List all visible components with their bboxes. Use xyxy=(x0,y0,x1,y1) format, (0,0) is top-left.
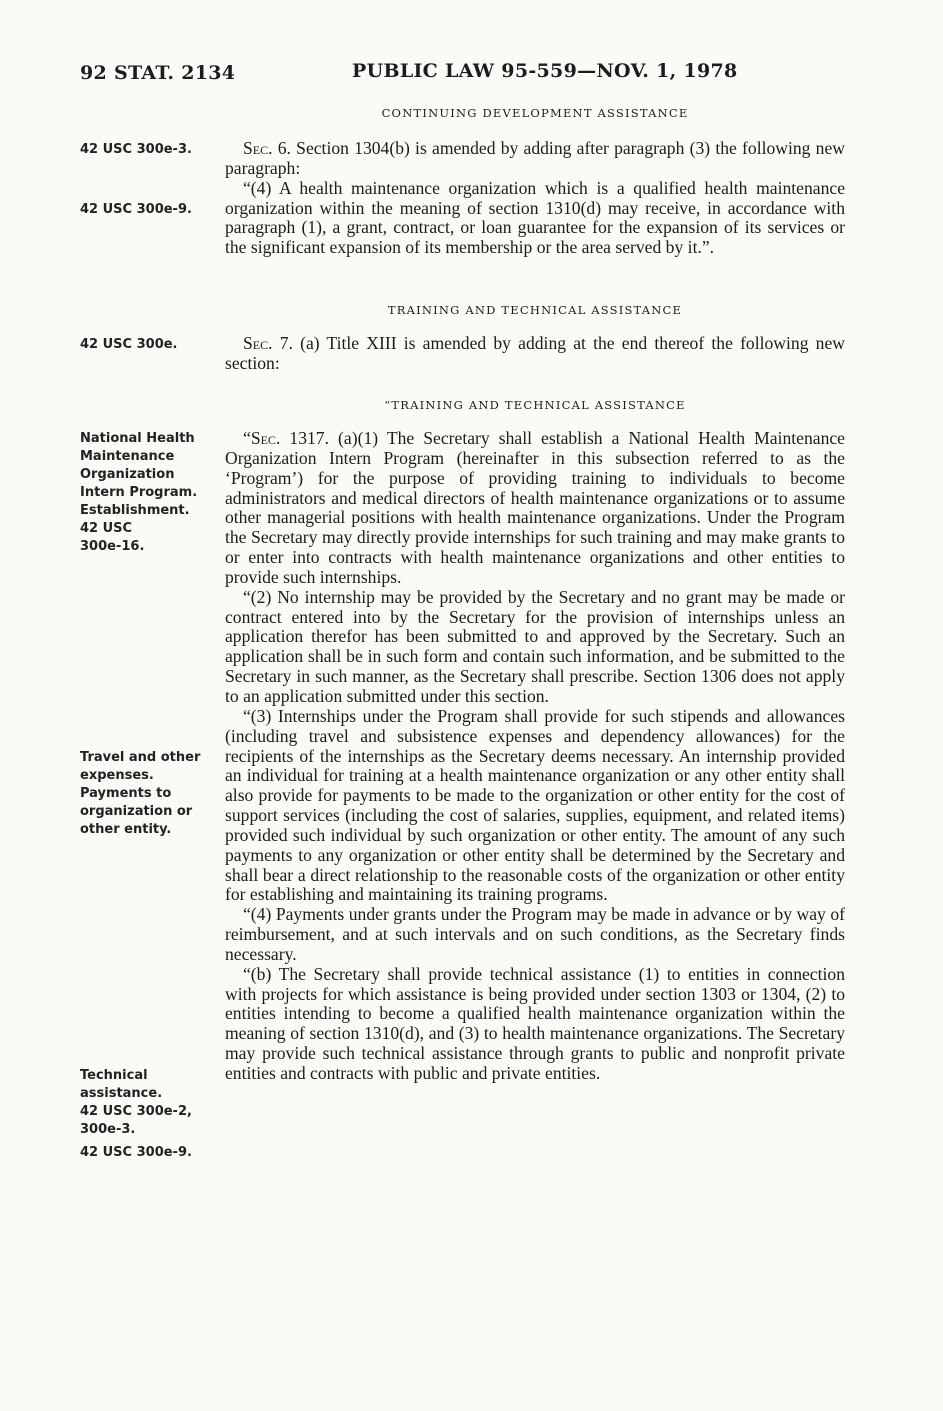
margin-note-line: Maintenance xyxy=(80,449,175,464)
margin-note-line: Establishment. xyxy=(80,503,190,518)
margin-note-intern-program xyxy=(80,430,220,556)
new-section-subheading: “TRAINING AND TECHNICAL ASSISTANCE xyxy=(384,398,686,412)
subsection-a4: “(4) Payments under grants under the Program may be made in advance or by way of reimbursement, and at such intervals and on such conditions, as the Secretary finds necessary. xyxy=(225,904,845,964)
subsection-b: “(b) The Secretary shall provide technical assistance (1) to entities in connection with projects for which assistance is being provided under section 1303 or 1304, (2) to entities intending to become a qualified health maintenance organization within the meaning of section 1310(d), and (3) to health maintenance organizations. The Secretary may provide such technical assistance through grants to public and nonprofit private entities and contracts with public and private entities. xyxy=(225,963,845,1083)
margin-note-line: National Health xyxy=(80,431,195,446)
margin-note-line: Travel and other xyxy=(80,750,201,765)
section-6-paragraph-1 xyxy=(225,139,845,179)
margin-note-usc-300e-9-b: 42 USC 300e-9. xyxy=(80,1145,192,1160)
section-6-body xyxy=(225,139,845,258)
margin-note-line: expenses. xyxy=(80,768,154,783)
section-6-paragraph-2: “(4) A health maintenance organization which is a qualified health maintenance organization within the meaning of section 1310(d) may receive, in accordance with paragraph (1), a grant, contract, or loan guarantee for the expansion of its services or the significant expansion of its membership or the area served by it.”. xyxy=(225,177,845,258)
margin-note-line: assistance. xyxy=(80,1086,163,1101)
subsection-a1-text: 1317. (a)(1) The Secretary shall establish a National Health Maintenance Organization Intern Program (hereinafter in this subsection referred to as the ‘Program’) for the purpose of providing training to individuals to become administrators and medical directors of health maintenance organizations or to assume other managerial positions with health maintenance organizations. Under the Program the Secretary may directly provide internships for such training and may make grants to or enter into contracts with health maintenance organizations and other entities to provide such internships. xyxy=(225,428,845,587)
sec-label: Sec. xyxy=(243,333,273,353)
margin-note-line: Payments to xyxy=(80,786,172,801)
margin-note-usc-300e-9: 42 USC 300e-9. xyxy=(80,202,192,217)
margin-note-line: organization or xyxy=(80,804,193,819)
section-6-intro-text: 6. Section 1304(b) is amended by adding after paragraph (3) the following new paragraph: xyxy=(225,138,845,178)
section-1317-body xyxy=(225,429,845,1084)
subsection-a2: “(2) No internship may be provided by the Secretary and no grant may be made or contract entered into by the Secretary for the provision of internships unless an application therefor has been submitted to and approved by the Secretary. Such an application shall be in such form and contain such information, and be submitted to the Secretary in such manner, as the Secretary shall prescribe. Section 1306 does not apply to an application submitted under this section. xyxy=(225,586,845,706)
margin-note-usc-300e-3: 42 USC 300e-3. xyxy=(80,142,192,157)
page-title: PUBLIC LAW 95-559—NOV. 1, 1978 xyxy=(352,60,738,82)
open-quote: “ xyxy=(243,428,251,448)
section-7-intro-text: 7. (a) Title XIII is amended by adding at the end thereof the following new section: xyxy=(225,333,845,373)
section-7-paragraph-1 xyxy=(225,334,845,374)
margin-note-usc-300e: 42 USC 300e. xyxy=(80,337,178,352)
margin-note-line: Intern Program. xyxy=(80,485,198,500)
sec-label: Sec. xyxy=(243,138,273,158)
subsection-a3: “(3) Internships under the Program shall provide for such stipends and allowances (including travel and subsistence expenses and dependency allowances) for the recipients of the internships as the Secretary deems necessary. An internship provided an individual for training at a health maintenance organization or any other entity shall also provide for payments to be made to the organization or other entity for the cost of support services (including the cost of salaries, supplies, equipment, and related items) provided such individual by such organization or other entity. The amount of any such payments to any organization or other entity shall be determined by the Secretary and shall bear a direct relationship to the reasonable costs of the organization or other entity for establishing and maintaining its training programs. xyxy=(225,705,845,905)
section-heading-continuing-development: CONTINUING DEVELOPMENT ASSISTANCE xyxy=(381,106,689,120)
margin-note-line: 42 USC 300e-2, xyxy=(80,1104,192,1119)
margin-note-line: Organization xyxy=(80,467,175,482)
margin-note-line: 300e-3. xyxy=(80,1122,136,1137)
margin-note-line: Technical xyxy=(80,1068,148,1083)
margin-note-travel-expenses xyxy=(80,749,220,839)
section-heading-training: TRAINING AND TECHNICAL ASSISTANCE xyxy=(387,303,683,317)
margin-note-line: 42 USC xyxy=(80,521,133,536)
margin-note-technical-assistance xyxy=(80,1067,220,1139)
margin-note-line: 300e-16. xyxy=(80,539,145,554)
sec-label: Sec. xyxy=(250,428,281,448)
subsection-a1 xyxy=(225,429,845,588)
margin-note-line: other entity. xyxy=(80,822,172,837)
statute-page-number: 92 STAT. 2134 xyxy=(80,62,236,84)
section-7-intro xyxy=(225,334,845,374)
